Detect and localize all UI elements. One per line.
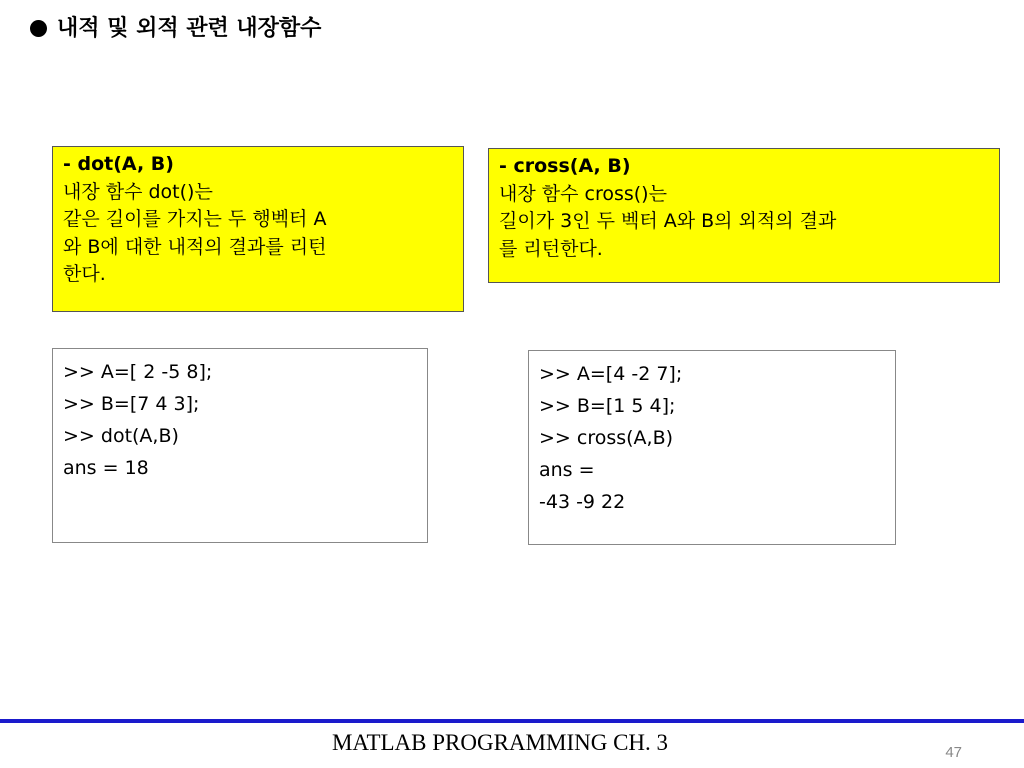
code-line: >> B=[1 5 4]; (539, 395, 676, 417)
bullet-icon (30, 20, 47, 37)
dot-heading: - dot(A, B) (63, 153, 174, 175)
slide-title-text: 내적 및 외적 관련 내장함수 (57, 16, 322, 41)
footer-divider (0, 719, 1024, 723)
cross-description-box (488, 148, 1000, 283)
code-line: ans = (539, 459, 595, 481)
slide-title (30, 14, 321, 44)
code-line: >> B=[7 4 3]; (63, 393, 200, 415)
code-line: >> A=[4 -2 7]; (539, 363, 683, 385)
dot-desc-line: 내장 함수 dot()는 (63, 180, 213, 203)
dot-code-example (52, 348, 428, 543)
cross-desc-line: 길이가 3인 두 벡터 A와 B의 외적의 결과 (499, 210, 837, 232)
code-line: -43 -9 22 (539, 491, 626, 513)
footer-title: MATLAB PROGRAMMING CH. 3 (331, 730, 669, 755)
dot-description-box (52, 146, 464, 312)
page-number: 47 (945, 744, 962, 761)
code-line: >> A=[ 2 -5 8]; (63, 361, 213, 383)
dot-desc-line: 같은 길이를 가지는 두 행벡터 A (63, 208, 327, 230)
dot-desc-line: 한다. (63, 263, 106, 285)
code-line: >> dot(A,B) (63, 425, 179, 447)
cross-code-example (528, 350, 896, 545)
code-line: >> cross(A,B) (539, 427, 674, 449)
cross-heading: - cross(A, B) (499, 155, 631, 177)
dot-desc-line: 와 B에 대한 내적의 결과를 리턴 (63, 235, 327, 258)
cross-desc-line: 를 리턴한다. (499, 237, 603, 260)
code-line: ans = 18 (63, 457, 149, 479)
cross-desc-line: 내장 함수 cross()는 (499, 182, 667, 205)
